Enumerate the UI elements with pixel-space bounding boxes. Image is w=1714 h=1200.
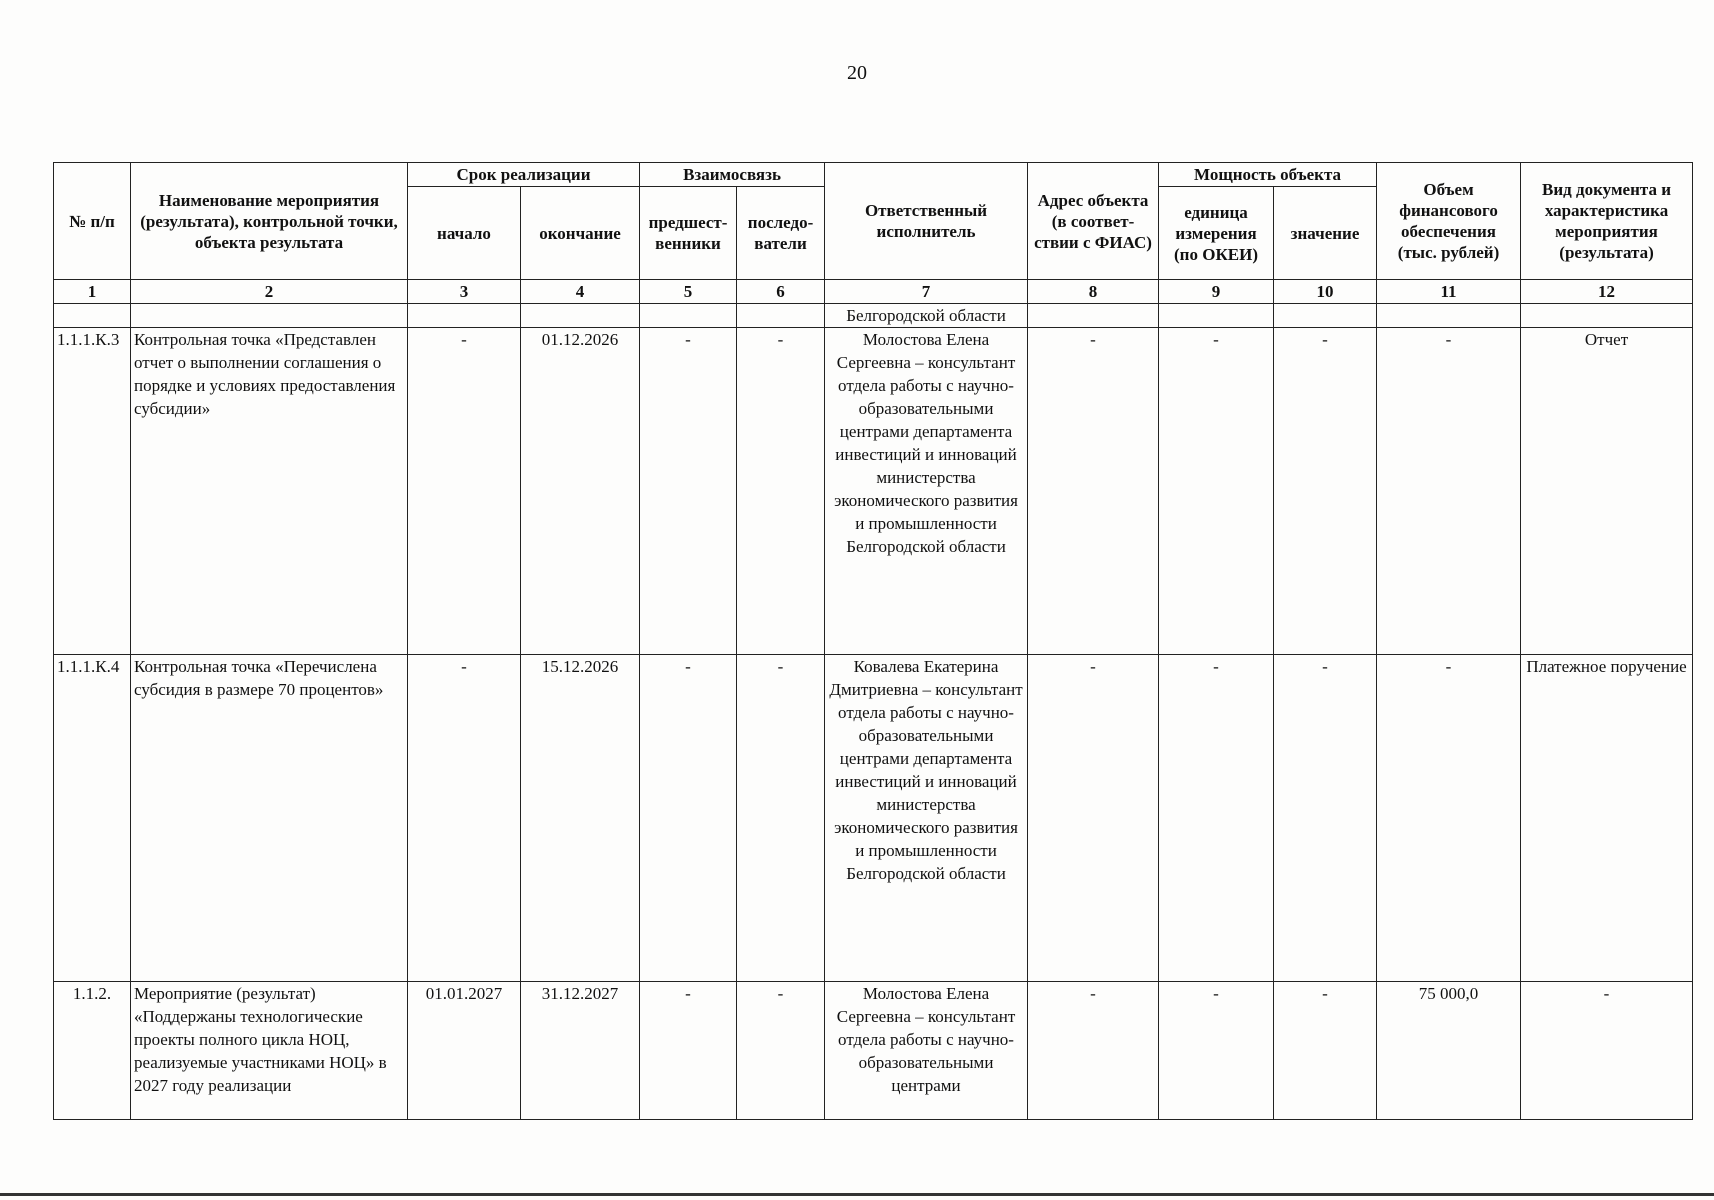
- row-num: 1.1.1.К.4: [54, 655, 131, 982]
- row-funding: -: [1377, 655, 1521, 982]
- continuation-row: [54, 304, 1693, 328]
- table-row: [54, 982, 1693, 1120]
- row-doc-type: Платежное поручение: [1521, 655, 1693, 982]
- row-unit: -: [1159, 982, 1274, 1120]
- column-number: 1: [54, 280, 131, 304]
- header-capacity: Мощность объекта: [1159, 163, 1377, 187]
- row-end: 01.12.2026: [521, 328, 640, 655]
- header-responsible: Ответственный исполнитель: [825, 163, 1028, 280]
- row-num: 1.1.1.К.3: [54, 328, 131, 655]
- row-unit: -: [1159, 328, 1274, 655]
- header-num: № п/п: [54, 163, 131, 280]
- row-start: 01.01.2027: [408, 982, 521, 1120]
- column-number: 2: [131, 280, 408, 304]
- header-name: Наименование мероприятия (результата), контрольной точки, объекта результата: [131, 163, 408, 280]
- column-number: 10: [1274, 280, 1377, 304]
- column-number: 8: [1028, 280, 1159, 304]
- implementation-plan-table: [53, 162, 1693, 1120]
- row-name: Мероприятие (результат) «Поддержаны технологические проекты полного цикла НОЦ, реализуемые участниками НОЦ» в 2027 году реализации: [131, 982, 408, 1120]
- header-period: Срок реализации: [408, 163, 640, 187]
- column-number: 7: [825, 280, 1028, 304]
- header-value: значение: [1274, 187, 1377, 280]
- header-unit: единица измерения (по ОКЕИ): [1159, 187, 1274, 280]
- row-end: 15.12.2026: [521, 655, 640, 982]
- row-doc-type: Отчет: [1521, 328, 1693, 655]
- row-responsible: Молостова Елена Сергеевна – консультант отдела работы с научно-образовательными центрами департамента инвестиций и инноваций министерства экономического развития и промышленности Белгородской области: [825, 328, 1028, 655]
- column-number: 9: [1159, 280, 1274, 304]
- row-start: -: [408, 655, 521, 982]
- row-responsible: Молостова Елена Сергеевна – консультант отдела работы с научно-образовательными центрами: [825, 982, 1028, 1120]
- row-funding: -: [1377, 328, 1521, 655]
- row-responsible: Ковалева Екатерина Дмитриевна – консультант отдела работы с научно-образовательными центрами департамента инвестиций и инноваций министерства экономического развития и промышленности Белгородской области: [825, 655, 1028, 982]
- header-successors: последо-ватели: [737, 187, 825, 280]
- header-funding: Объем финансового обеспечения (тыс. рублей): [1377, 163, 1521, 280]
- row-predecessors: -: [640, 328, 737, 655]
- column-number: 4: [521, 280, 640, 304]
- row-start: -: [408, 328, 521, 655]
- row-value: -: [1274, 328, 1377, 655]
- header-address: Адрес объекта (в соответ-ствии с ФИАС): [1028, 163, 1159, 280]
- column-number: 6: [737, 280, 825, 304]
- row-num: 1.1.2.: [54, 982, 131, 1120]
- header-relation: Взаимосвязь: [640, 163, 825, 187]
- table-row: [54, 328, 1693, 655]
- row-address: -: [1028, 328, 1159, 655]
- header-doc-type: Вид документа и характеристика мероприятия (результата): [1521, 163, 1693, 280]
- row-name: Контрольная точка «Перечислена субсидия в размере 70 процентов»: [131, 655, 408, 982]
- column-number: 3: [408, 280, 521, 304]
- page-number: 20: [847, 62, 867, 84]
- row-address: -: [1028, 982, 1159, 1120]
- table-row: [54, 655, 1693, 982]
- header-end: окончание: [521, 187, 640, 280]
- row-value: -: [1274, 655, 1377, 982]
- row-funding: 75 000,0: [1377, 982, 1521, 1120]
- row-value: -: [1274, 982, 1377, 1120]
- header-predecessors: предшест-венники: [640, 187, 737, 280]
- row-successors: -: [737, 982, 825, 1120]
- header-start: начало: [408, 187, 521, 280]
- row-address: -: [1028, 655, 1159, 982]
- bottom-edge-line: [0, 1193, 1714, 1196]
- row-doc-type: -: [1521, 982, 1693, 1120]
- row-predecessors: -: [640, 982, 737, 1120]
- header-row-top: [54, 163, 1693, 187]
- column-number-row: [54, 280, 1693, 304]
- row-successors: -: [737, 655, 825, 982]
- column-number: 5: [640, 280, 737, 304]
- row-successors: -: [737, 328, 825, 655]
- row-end: 31.12.2027: [521, 982, 640, 1120]
- row-predecessors: -: [640, 655, 737, 982]
- continuation-responsible: Белгородской области: [825, 304, 1028, 328]
- row-unit: -: [1159, 655, 1274, 982]
- column-number: 11: [1377, 280, 1521, 304]
- column-number: 12: [1521, 280, 1693, 304]
- row-name: Контрольная точка «Представлен отчет о выполнении соглашения о порядке и условиях предоставления субсидии»: [131, 328, 408, 655]
